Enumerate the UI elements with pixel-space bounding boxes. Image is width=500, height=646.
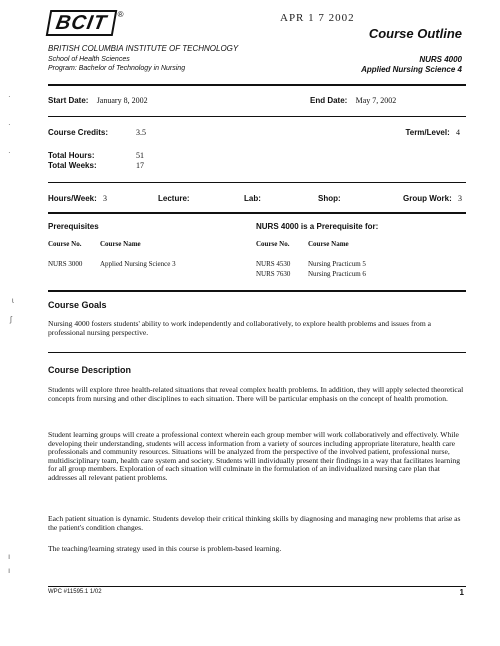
- total-weeks-value: 17: [136, 161, 144, 170]
- course-goals-heading: Course Goals: [48, 300, 107, 310]
- bcit-logo: [48, 10, 124, 36]
- credits-rule: [48, 182, 466, 183]
- scan-mark: ·: [8, 92, 11, 101]
- document-code: WPC #11595.1 1/02: [48, 589, 102, 595]
- group-work-label: Group Work:: [403, 194, 452, 203]
- logo-wordmark: BCIT: [46, 10, 117, 36]
- dates-rule: [48, 116, 466, 117]
- hours-week-label: Hours/Week:: [48, 194, 97, 203]
- total-weeks-label: Total Weeks:: [48, 161, 97, 170]
- scan-mark: ·: [8, 120, 11, 129]
- followon-course-no: NURS 7630: [256, 270, 291, 278]
- document-title: Course Outline: [368, 26, 462, 41]
- total-hours-value: 51: [136, 151, 144, 160]
- prerequisite-for-heading: NURS 4000 is a Prerequisite for:: [256, 222, 379, 231]
- course-goals-text: Nursing 4000 fosters students' ability to work independently and collaboratively, to explore health problems and issues from a professional nursing perspective.: [48, 319, 432, 337]
- school-name: School of Health Sciences: [48, 56, 130, 63]
- group-work-row: [403, 194, 462, 203]
- description-paragraph: Each patient situation is dynamic. Students develop their critical thinking skills by diagnosing and managing new problems that arise as the patient's condition changes.: [48, 514, 461, 532]
- description-paragraph: The teaching/learning strategy used in this course is problem-based learning.: [48, 544, 282, 553]
- hours-rule: [48, 212, 466, 214]
- scan-mark: ı: [8, 566, 11, 575]
- term-row: [405, 128, 460, 137]
- registered-mark: ®: [117, 10, 124, 19]
- description-paragraph: Students will explore three health-related situations that reveal complex health problems. In addition, they will apply selected theoretical concepts from nursing and other disciplines to each situation. There will be particular emphasis on the concept of health promotion.: [48, 385, 464, 403]
- term-label: Term/Level:: [405, 128, 450, 137]
- scan-mark: ɩ: [12, 296, 14, 305]
- lab-label: Lab:: [244, 194, 261, 203]
- shop-label: Shop:: [318, 194, 341, 203]
- page-number: 1: [459, 588, 464, 597]
- credits-label: Course Credits:: [48, 128, 109, 137]
- followon-course-name: Nursing Practicum 5: [308, 260, 366, 268]
- course-description-heading: Course Description: [48, 365, 132, 375]
- credits-value: 3.5: [136, 128, 146, 137]
- received-stamp: APR 1 7 2002: [280, 12, 355, 24]
- term-value: 4: [456, 128, 460, 137]
- right-col-name-header: Course Name: [308, 240, 349, 248]
- end-date-value: May 7, 2002: [355, 96, 397, 105]
- start-date-row: [48, 96, 148, 105]
- course-code: NURS 4000: [419, 55, 462, 64]
- total-hours-label: Total Hours:: [48, 151, 95, 160]
- prerequisites-heading: Prerequisites: [48, 222, 99, 231]
- followon-course-no: NURS 4530: [256, 260, 291, 268]
- footer-rule: [48, 586, 466, 587]
- followon-course-name: Nursing Practicum 6: [308, 270, 366, 278]
- course-name: Applied Nursing Science 4: [361, 65, 462, 74]
- program-name: Program: Bachelor of Technology in Nursing: [48, 65, 186, 72]
- hours-week-row: [48, 194, 107, 203]
- hours-week-value: 3: [103, 194, 107, 203]
- start-date-value: January 8, 2002: [96, 96, 148, 105]
- end-date-row: [310, 96, 396, 105]
- header-rule: [48, 84, 466, 86]
- group-work-value: 3: [458, 194, 462, 203]
- goals-rule: [48, 352, 466, 353]
- description-paragraph: Student learning groups will create a professional context wherein each group member will work collaboratively and effectively. While developing their understanding, students will access information from a variety of sources including appropriate literature, health care professionals and community resources. Situations will be analyzed from the perspective of the involved patient, professional nurse, multidisciplinary team, health care system and society. Students will individually present their findings in a way that facilitates learning for all group members. Exploration of each situation will culminate in the formulation of an individualized nursing care plan that addresses all relevant patient problems.: [48, 430, 460, 482]
- left-col-name-header: Course Name: [100, 240, 141, 248]
- prereq-course-name: Applied Nursing Science 3: [100, 260, 176, 268]
- prereq-course-no: NURS 3000: [48, 260, 83, 268]
- institute-name: BRITISH COLUMBIA INSTITUTE OF TECHNOLOGY: [48, 44, 239, 53]
- right-col-no-header: Course No.: [256, 240, 290, 248]
- scan-mark: ʃ: [10, 315, 12, 324]
- end-date-label: End Date:: [310, 96, 348, 105]
- scan-mark: ı: [8, 552, 11, 561]
- scan-mark: ·: [8, 148, 11, 157]
- left-col-no-header: Course No.: [48, 240, 82, 248]
- prereq-rule: [48, 290, 466, 292]
- start-date-label: Start Date:: [48, 96, 89, 105]
- lecture-label: Lecture:: [158, 194, 190, 203]
